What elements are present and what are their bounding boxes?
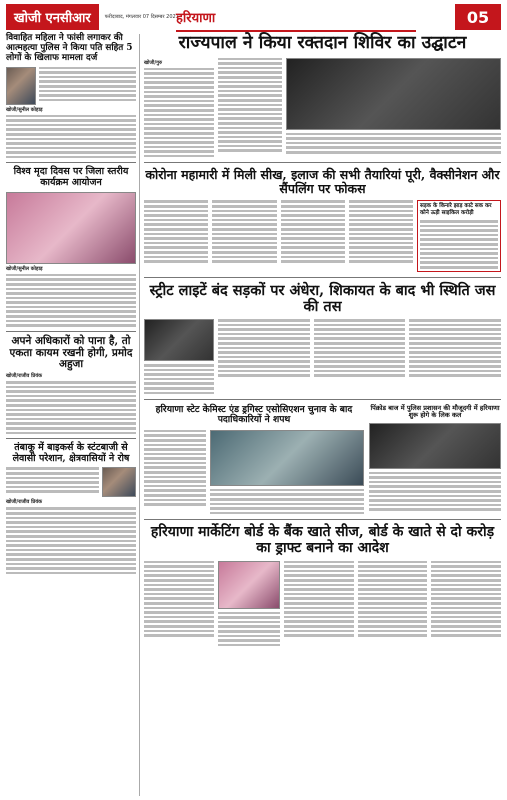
story-headline: स्ट्रीट लाइटें बंद सड़कों पर अंधेरा, शिकायत के बाद भी स्थिति जस की तस	[149, 281, 496, 315]
story-headline: कोरोना महामारी में मिली सीख, इलाज की सभी तैयारियां पूरी, वैक्सीनेशन और सैंपलिंग पर फोकस	[145, 167, 500, 197]
story-headline: तंबाकू में बाइकर्स के स्टंटबाजी से लेवासी परेशान, क्षेत्रवासियों ने रोष	[12, 442, 130, 464]
section-title: हरियाणा	[176, 4, 416, 32]
story-suicide	[6, 34, 136, 158]
police-photo	[369, 423, 501, 469]
dateline: फरीदाबाद, मंगलवार 07 दिसम्बर 2021	[104, 14, 179, 20]
story-byline: खोजी/गुरु	[144, 59, 163, 66]
sidebox	[417, 200, 501, 271]
story-blood	[144, 58, 501, 158]
story-streetlight	[144, 283, 501, 395]
right-area	[144, 34, 501, 646]
story-soil-day	[6, 167, 136, 326]
chemist-photo	[210, 430, 364, 486]
story-marketing	[144, 525, 501, 646]
story-headline: हरियाणा मार्केटिंग बोर्ड के बैंक खाते सीज, बोर्ड के खाते से दो करोड़ का ड्राफ्ट बनाने का आदेश	[150, 524, 495, 556]
story-byline: खोजी/राजीव प्रियंक	[6, 373, 42, 380]
masthead	[6, 4, 501, 30]
left-column	[6, 34, 136, 574]
story-duty	[6, 336, 136, 434]
story-headline: हरियाणा स्टेट केमिस्ट एंड ड्रगिस्ट एसोसिएशन चुनाव के बाद पदाधिकारियों ने शपथ	[155, 404, 353, 426]
event-photo	[6, 192, 136, 264]
story-byline: खोजी/सुनील कोहाड़	[6, 106, 43, 113]
marketing-photo	[218, 561, 280, 609]
lead-headline: राज्यपाल ने किया रक्तदान शिविर का उद्घाटन	[178, 33, 467, 53]
governor-photo	[286, 58, 501, 130]
sidebox-headline: सड़क के किनारे झाड़ काटे सक कर कोने ऊड़ी साइकिल करोड़ी	[420, 203, 492, 216]
story-headline: विश्व मृदा दिवस पर जिला स्तरीय कार्यक्रम आयोजन	[13, 166, 129, 189]
story-byline: खोजी/राजीव प्रियंक	[6, 499, 42, 506]
column-divider	[139, 34, 140, 796]
story-corona	[144, 168, 501, 271]
portrait-photo	[6, 67, 36, 105]
paper-name: खोजी एनसीआर	[6, 4, 99, 30]
story-headline: पिंक्रोड बाज में पुलिस प्रशासन की मौजूदगी में हरियाणा शुरू होगे के लिक कल	[370, 404, 500, 420]
story-tobacco	[6, 443, 136, 574]
street-photo	[144, 319, 214, 361]
story-byline: खोजी/सुनील कोहाड़	[6, 265, 43, 272]
story-chemist	[144, 405, 364, 514]
story-headline: अपने अधिकारों को पाना है, तो एकता कायम रखनी होगी, प्रमोद अहुजा	[9, 334, 133, 371]
story-headline: विवाहित महिला ने फांसी लगाकर की आत्महत्या पुलिस ने किया पति सहित 5 लोगों के खिलाफ मामला दर्ज	[6, 33, 133, 63]
portrait-photo	[102, 467, 136, 497]
story-police	[369, 405, 501, 514]
page-number: 05	[455, 4, 501, 30]
